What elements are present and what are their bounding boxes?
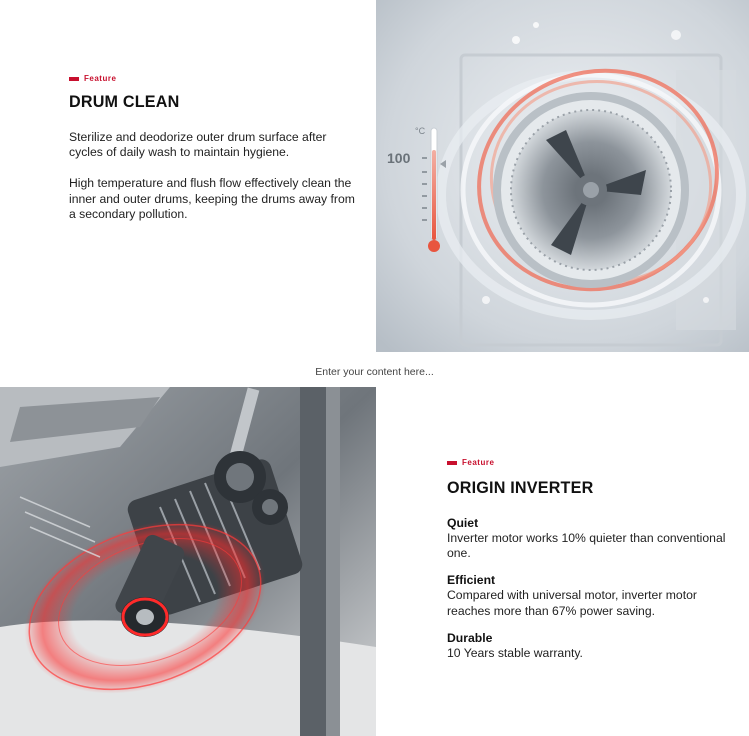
drum-clean-image <box>376 0 749 352</box>
point-title: Durable <box>447 630 493 645</box>
paragraph: Sterilize and deodorize outer drum surface after cycles of daily wash to maintain hygiene. <box>69 130 327 160</box>
point-desc: 10 Years stable warranty. <box>447 645 583 660</box>
feature-tag-bar-icon <box>69 77 79 81</box>
content-placeholder[interactable]: Enter your content here... <box>315 366 434 378</box>
feature-point-durable <box>447 631 727 661</box>
origin-inverter-text <box>447 458 727 661</box>
section-title: ORIGIN INVERTER <box>447 478 594 497</box>
washing-drum-illustration <box>376 0 749 352</box>
point-desc: Inverter motor works 10% quieter than conventional one. <box>447 531 726 561</box>
point-title: Quiet <box>447 516 479 530</box>
feature-tag-label: Feature <box>462 458 495 467</box>
feature-tag-label: Feature <box>84 74 117 83</box>
drum-clean-section <box>0 0 749 352</box>
thermo-unit: °C <box>415 126 426 136</box>
point-desc: Compared with universal motor, inverter motor reaches more than 67% power saving. <box>447 588 697 618</box>
section-title: DRUM CLEAN <box>69 92 180 111</box>
feature-tag <box>69 74 359 83</box>
thermo-value: 100 <box>387 150 411 166</box>
point-title: Efficient <box>447 573 496 588</box>
feature-point-quiet <box>447 516 727 561</box>
paragraph: High temperature and flush flow effectively clean the inner and outer drums, keeping the drums away from a secondary pollution. <box>69 176 355 221</box>
drum-clean-text <box>69 74 359 222</box>
inverter-motor-illustration <box>0 387 376 736</box>
feature-tag <box>447 458 727 467</box>
inverter-motor-image <box>0 387 376 736</box>
feature-tag-bar-icon <box>447 461 457 465</box>
feature-point-efficient <box>447 573 727 618</box>
